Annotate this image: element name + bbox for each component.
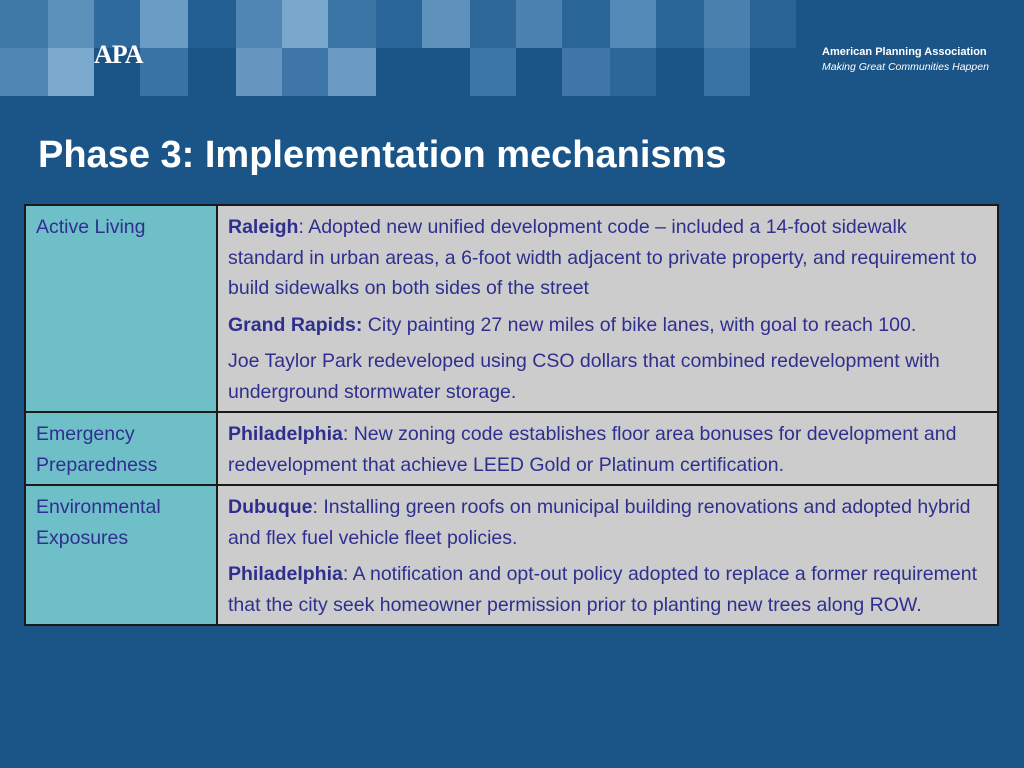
mosaic-square <box>236 48 282 96</box>
mosaic-square <box>562 0 610 48</box>
mosaic-square <box>610 48 656 96</box>
description-cell <box>217 485 998 625</box>
implementation-table <box>24 204 999 626</box>
mosaic-square <box>0 0 48 48</box>
table-body <box>25 205 998 625</box>
policy-entry <box>228 212 987 304</box>
city-name: Dubuque <box>228 496 313 518</box>
organization-tagline: Making Great Communities Happen <box>822 61 989 73</box>
mosaic-square <box>470 48 516 96</box>
entry-text: Installing green roofs on municipal building renovations and adopted hybrid and flex fuel vehicle fleet policies. <box>228 496 971 549</box>
mosaic-square <box>0 48 48 96</box>
organization-name: American Planning Association <box>822 46 987 58</box>
mosaic-square <box>656 0 704 48</box>
entry-text: Adopted new unified development code – included a 14-foot sidewalk standard in urban areas, a 6-foot width adjacent to private property, and requirement to build sidewalks on both sides of the street <box>228 216 977 299</box>
mosaic-square <box>470 0 516 48</box>
policy-entry <box>228 419 987 480</box>
city-name: Grand Rapids: <box>228 313 363 336</box>
mosaic-square <box>48 0 94 48</box>
separator: : <box>298 216 309 238</box>
organization-block <box>822 45 1002 75</box>
slide-title: Phase 3: Implementation mechanisms <box>38 134 727 176</box>
mosaic-square <box>48 48 94 96</box>
category-cell: Active Living <box>25 205 217 412</box>
city-name: Philadelphia <box>228 563 343 585</box>
mosaic-square <box>282 0 328 48</box>
policy-entry <box>228 559 987 620</box>
table-row <box>25 412 998 485</box>
description-cell <box>217 205 998 412</box>
table-row <box>25 205 998 412</box>
entry-text: A notification and opt-out policy adopted to replace a former requirement that the city seek homeowner permission prior to planting new trees along ROW. <box>228 563 977 616</box>
description-cell <box>217 412 998 485</box>
mosaic-square <box>236 0 282 48</box>
separator: : <box>312 496 324 518</box>
mosaic-square <box>516 0 562 48</box>
mosaic-square <box>750 0 796 48</box>
category-cell: Emergency Preparedness <box>25 412 217 485</box>
mosaic-square <box>188 0 236 48</box>
mosaic-square <box>282 48 328 96</box>
table-row <box>25 485 998 625</box>
separator: : <box>342 563 353 585</box>
entry-text: New zoning code establishes floor area bonuses for development and redevelopment that achieve LEED Gold or Platinum certification. <box>228 423 957 476</box>
mosaic-square <box>610 0 656 48</box>
mosaic-square <box>704 48 750 96</box>
mosaic-square <box>422 0 470 48</box>
entry-text: Joe Taylor Park redeveloped using CSO dollars that combined redevelopment with underground stormwater storage. <box>228 350 940 403</box>
policy-entry <box>228 346 987 407</box>
policy-entry <box>228 492 987 553</box>
city-name: Raleigh <box>228 216 299 238</box>
city-name: Philadelphia <box>228 423 343 445</box>
policy-entry <box>228 310 987 341</box>
mosaic-square <box>376 0 422 48</box>
separator: : <box>342 423 354 445</box>
category-cell: Environmental Exposures <box>25 485 217 625</box>
apa-logo: APA <box>94 40 143 69</box>
entry-text: City painting 27 new miles of bike lanes, with goal to reach 100. <box>367 313 917 336</box>
mosaic-square <box>140 48 188 96</box>
mosaic-square <box>562 48 610 96</box>
mosaic-square <box>328 0 376 48</box>
mosaic-square <box>140 0 188 48</box>
mosaic-square <box>704 0 750 48</box>
mosaic-square <box>328 48 376 96</box>
